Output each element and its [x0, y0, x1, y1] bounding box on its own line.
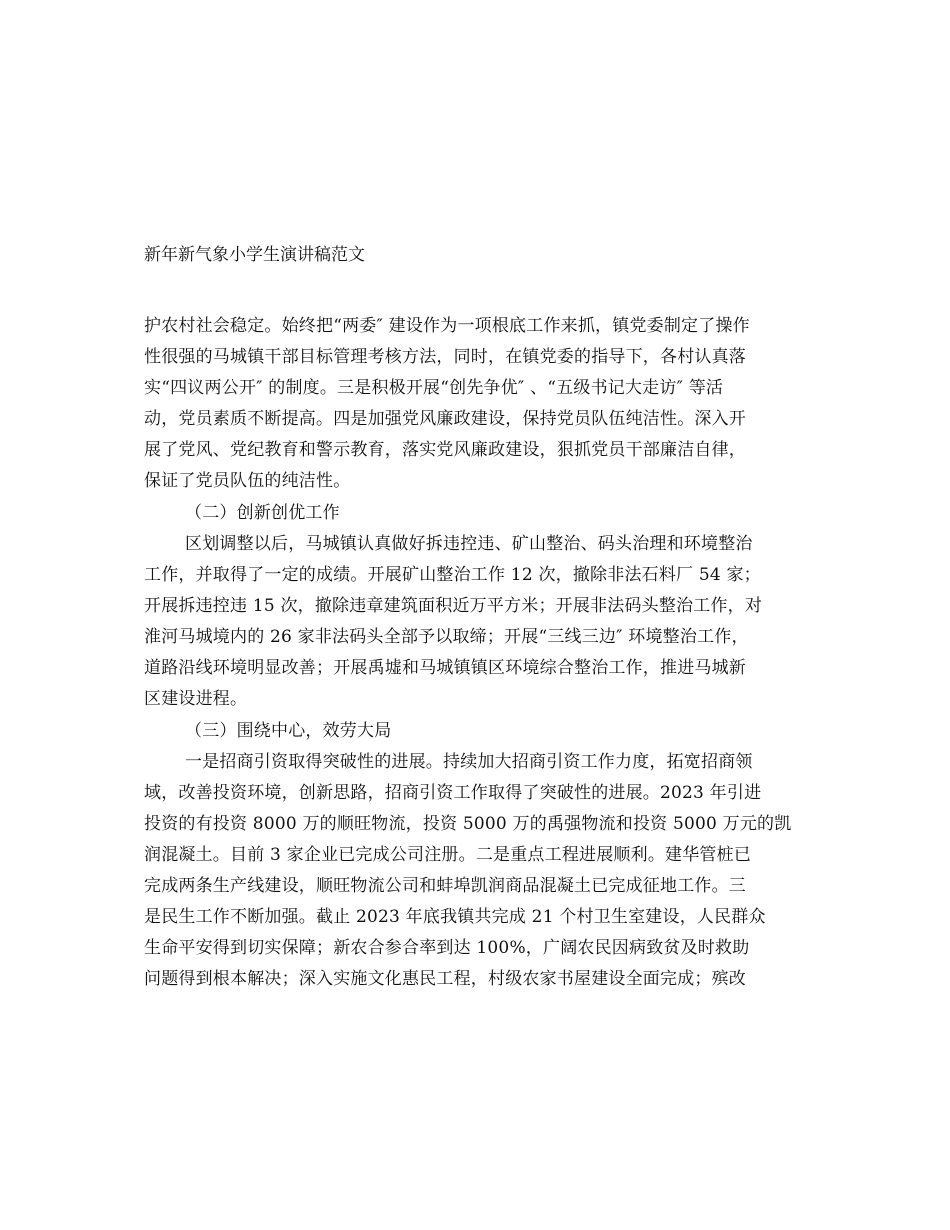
- body-line: 生命平安得到切实保障；新农合参合率到达 100%，广阔农民因病致贫及时救助: [144, 938, 750, 958]
- body-line: 开展拆违控违 15 次，撤除违章建筑面积近万平方米；开展非法码头整治工作，对: [144, 596, 763, 616]
- section-heading: （二）创新创优工作: [185, 503, 340, 523]
- body-line: 性很强的马城镇干部目标管理考核方法，同时，在镇党委的指导下，各村认真落: [144, 347, 746, 367]
- body-line: 淮河马城境内的 26 家非法码头全部予以取缔；开展“三线三边″ 环境整治工作，: [144, 627, 749, 647]
- body-line: 保证了党员队伍的纯洁性。: [144, 471, 351, 491]
- body-line: 是民生工作不断加强。截止 2023 年底我镇共完成 21 个村卫生室建设，人民群众: [144, 907, 766, 927]
- body-line: 投资的有投资 8000 万的顺旺物流，投资 5000 万的禹强物流和投资 5000 万元的凯: [144, 814, 792, 834]
- body-line: 域，改善投资环境，创新思路，招商引资工作取得了突破性的进展。2023 年引进: [144, 783, 762, 803]
- section-heading: （三）围绕中心，效劳大局: [185, 721, 392, 741]
- body-line: 润混凝土。目前 3 家企业已完成公司注册。二是重点工程进展顺利。建华管桩已: [144, 845, 752, 865]
- body-line: 护农村社会稳定。始终把“两委″ 建设作为一项根底工作来抓，镇党委制定了操作: [144, 316, 750, 336]
- body-line: 实“四议两公开″ 的制度。三是积极开展“创先争优″ 、“五级书记大走访″ 等活: [144, 378, 724, 398]
- body-line: 问题得到根本解决；深入实施文化惠民工程，村级农家书屋建设全面完成；殡改: [144, 969, 746, 989]
- body-line: 动，党员素质不断提高。四是加强党风廉政建设，保持党员队伍纯洁性。深入开: [144, 409, 746, 429]
- body-line: 道路沿线环境明显改善；开展禹墟和马城镇镇区环境综合整治工作，推进马城新: [144, 658, 746, 678]
- body-line: 完成两条生产线建设，顺旺物流公司和蚌埠凯润商品混凝土已完成征地工作。三: [144, 876, 746, 896]
- body-line: 展了党风、党纪教育和警示教育，落实党风廉政建设，狠抓党员干部廉洁自律，: [144, 440, 746, 460]
- body-line: 工作，并取得了一定的成绩。开展矿山整治工作 12 次，撤除非法石料厂 54 家；: [144, 565, 761, 585]
- body-line: 一是招商引资取得突破性的进展。持续加大招商引资工作力度，拓宽招商领: [185, 752, 753, 772]
- body-line: 区建设进程。: [144, 689, 248, 709]
- body-line: 区划调整以后，马城镇认真做好拆违控违、矿山整治、码头治理和环境整治: [185, 534, 753, 554]
- document-title: 新年新气象小学生演讲稿范文: [144, 245, 365, 265]
